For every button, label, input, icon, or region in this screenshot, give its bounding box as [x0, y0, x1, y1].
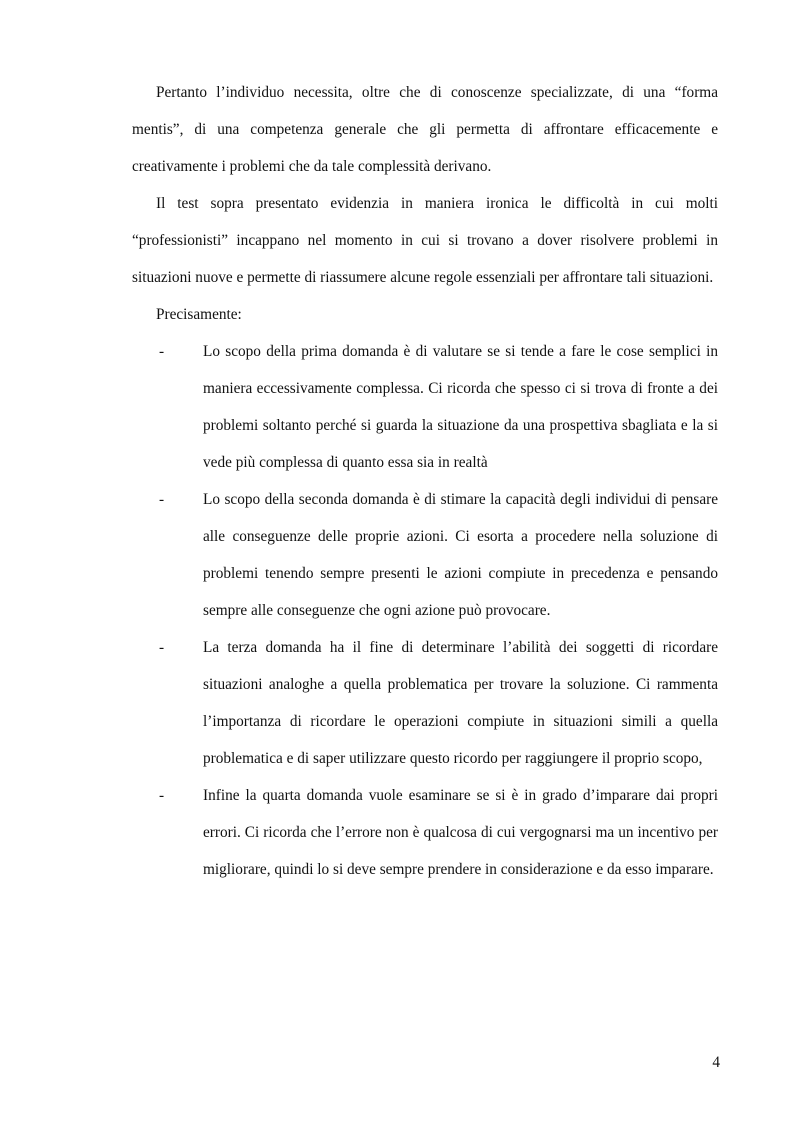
list-item-text: Lo scopo della seconda domanda è di stimare la capacità degli individui di pensare alle conseguenze delle proprie azioni. Ci esorta a procedere nella soluzione di problemi tenendo sempre presenti le azioni compiute in precedenza e pensando sempre alle conseguenze che ogni azione può provocare. — [203, 491, 718, 619]
dash-list — [132, 333, 718, 888]
list-item-text: Lo scopo della prima domanda è di valutare se si tende a fare le cose semplici in maniera eccessivamente complessa. Ci ricorda che spesso ci si trova di fronte a dei problemi soltanto perché si guarda la situazione da una prospettiva sbagliata e la si vede più complessa di quanto essa sia in realtà — [203, 343, 718, 471]
list-item — [132, 481, 718, 629]
page-number: 4 — [712, 1054, 720, 1071]
list-item-text: La terza domanda ha il fine di determinare l’abilità dei soggetti di ricordare situazioni analoghe a quella problematica per trovare la soluzione. Ci rammenta l’importanza di ricordare le operazioni compiute in situazioni simili a quella problematica e di saper utilizzare questo ricordo per raggiungere il proprio scopo, — [203, 639, 718, 767]
list-item-text: Infine la quarta domanda vuole esaminare se si è in grado d’imparare dai propri errori. Ci ricorda che l’errore non è qualcosa di cui vergognarsi ma un incentivo per migliorare, quindi lo si deve sempre prendere in considerazione e da esso imparare. — [203, 787, 718, 878]
list-marker: - — [159, 787, 165, 804]
list-marker: - — [159, 491, 165, 508]
list-item — [132, 777, 718, 888]
list-item — [132, 629, 718, 777]
list-marker: - — [159, 639, 165, 656]
paragraph-1: Pertanto l’individuo necessita, oltre che di conoscenze specializzate, di una “forma mentis”, di una competenza generale che gli permetta di affrontare efficacemente e creativamente i problemi che da tale complessità derivano. — [132, 84, 718, 175]
page-body — [132, 74, 718, 888]
paragraph-2: Il test sopra presentato evidenzia in maniera ironica le difficoltà in cui molti “professionisti” incappano nel momento in cui si trovano a dover risolvere problemi in situazioni nuove e permette di riassumere alcune regole essenziali per affrontare tali situazioni. — [132, 195, 718, 286]
list-item — [132, 333, 718, 481]
list-marker: - — [159, 343, 165, 360]
paragraph-intro-list: Precisamente: — [156, 306, 242, 323]
